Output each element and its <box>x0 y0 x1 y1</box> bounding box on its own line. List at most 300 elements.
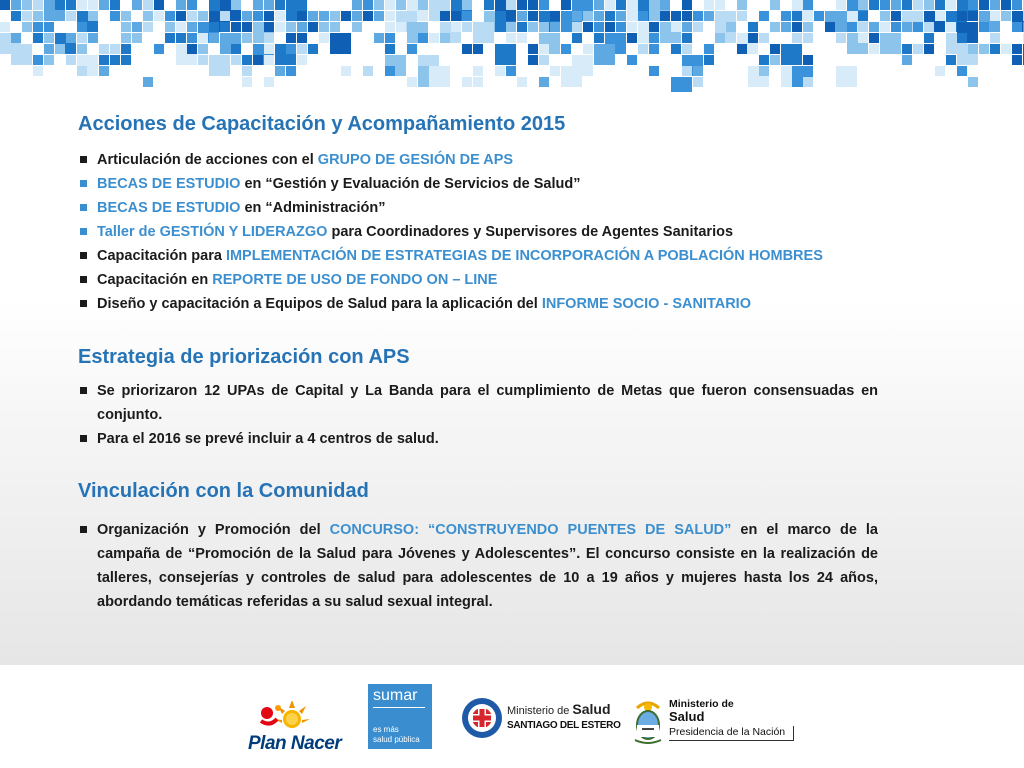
banner-tile <box>693 77 703 87</box>
banner-tile <box>374 0 384 10</box>
banner-tile <box>858 0 868 10</box>
banner-tile <box>649 22 659 32</box>
banner-tile <box>594 44 615 65</box>
banner-tile <box>451 11 461 21</box>
banner-tile <box>737 44 747 54</box>
banner-tile <box>385 66 395 76</box>
banner-tile <box>979 44 989 54</box>
banner-tile <box>308 11 318 21</box>
banner-tile <box>209 33 219 43</box>
banner-tile <box>473 44 483 54</box>
bullet-square-icon <box>80 526 87 533</box>
banner-tile <box>231 0 241 10</box>
banner-tile <box>990 33 1000 43</box>
banner-tile <box>462 11 472 21</box>
banner-tile <box>528 22 538 32</box>
footer-logos <box>0 665 1024 768</box>
bullet-square-icon <box>80 435 87 442</box>
banner-tile <box>319 33 329 43</box>
list-item: Para el 2016 se prevé incluir a 4 centros de salud. <box>78 427 878 451</box>
banner-tile <box>781 11 791 21</box>
banner-tile <box>693 22 703 32</box>
banner-tile <box>583 22 593 32</box>
banner-tile <box>616 11 626 21</box>
banner-tile <box>407 44 417 54</box>
banner-tile <box>682 11 692 21</box>
banner-tile <box>836 33 846 43</box>
banner-tile <box>187 44 197 54</box>
banner-tile <box>418 33 428 43</box>
banner-tile <box>682 44 692 54</box>
banner-tile <box>242 22 252 32</box>
banner-tile <box>858 11 868 21</box>
banner-tile <box>440 11 450 21</box>
banner-tile <box>308 22 318 32</box>
banner-tile <box>693 66 703 76</box>
ministerio-sde-line1: Ministerio de Salud <box>507 701 611 717</box>
banner-tile <box>869 33 879 43</box>
banner-tile <box>264 44 274 54</box>
banner-tile <box>759 11 769 21</box>
banner-tile <box>473 77 483 87</box>
list-item: BECAS DE ESTUDIO en “Gestión y Evaluación de Servicios de Salud” <box>78 172 823 196</box>
list-item: Articulación de acciones con el GRUPO DE GESIÓN DE APS <box>78 148 823 172</box>
banner-tile <box>737 0 747 10</box>
banner-tile <box>968 11 978 21</box>
banner-tile <box>341 11 351 21</box>
bullet-square-icon <box>80 180 87 187</box>
banner-tile <box>88 33 98 43</box>
banner-tile <box>781 22 791 32</box>
banner-tile <box>517 0 527 10</box>
banner-tile <box>550 22 560 32</box>
banner-tile <box>143 22 153 32</box>
list-item: Organización y Promoción del CONCURSO: “CONSTRUYENDO PUENTES DE SALUD” en el marco de la campaña de “Promoción de la Salud para Jóvenes y Adolescentes”. El concurso consiste en la realización de talleres, consejerías y controles de salud para adolescentes de 10 a 19 años y mujeres hasta los 24 años, abordando temáticas referidas a su salud sexual integral. <box>78 518 878 614</box>
banner-tile <box>352 0 362 10</box>
banner-tile <box>154 44 164 54</box>
banner-tile <box>396 22 406 32</box>
banner-tile <box>550 11 560 21</box>
list-item: Capacitación para IMPLEMENTACIÓN DE ESTRATEGIAS DE INCORPORACIÓN A POBLACIÓN HOMBRES <box>78 244 823 268</box>
banner-tile <box>506 66 516 76</box>
banner-tile <box>11 33 21 43</box>
banner-tile <box>946 22 956 32</box>
banner-tile <box>649 66 659 76</box>
banner-tile <box>539 22 549 32</box>
banner-tile <box>506 33 516 43</box>
banner-tile <box>99 44 109 54</box>
banner-tile <box>66 0 76 10</box>
banner-tile <box>44 55 54 65</box>
bullet-square-icon <box>80 228 87 235</box>
banner-tile <box>440 33 450 43</box>
banner-tile <box>869 44 879 54</box>
banner-tile <box>77 0 87 10</box>
banner-tile <box>583 0 593 10</box>
banner-tile <box>66 33 76 43</box>
banner-tile <box>748 22 758 32</box>
banner-tile <box>297 11 307 21</box>
banner-tile <box>198 55 208 65</box>
section-estrategia <box>78 345 878 451</box>
bullet-square-icon <box>80 300 87 307</box>
banner-tile <box>605 0 615 10</box>
banner-tile <box>99 0 109 10</box>
banner-tile <box>946 55 956 65</box>
banner-tile <box>858 22 868 32</box>
banner-tile <box>242 66 252 76</box>
banner-tile <box>385 11 395 21</box>
banner-tile <box>385 0 395 10</box>
banner-tile <box>473 22 494 43</box>
banner-tile <box>726 11 736 21</box>
banner-tile <box>770 22 780 32</box>
section-comunidad <box>78 479 878 614</box>
banner-tile <box>22 0 32 10</box>
banner-tile <box>836 66 857 87</box>
banner-tile <box>935 11 945 21</box>
banner-tile <box>605 11 615 21</box>
banner-tile <box>66 55 76 65</box>
banner-tile <box>913 22 923 32</box>
banner-tile <box>803 0 813 10</box>
banner-tile <box>528 44 538 54</box>
santiago-emblem-icon <box>461 697 503 739</box>
banner-tile <box>880 33 901 54</box>
banner-tile <box>506 11 516 21</box>
banner-tile <box>517 77 527 87</box>
banner-tile <box>1001 0 1011 10</box>
banner-tile <box>220 11 230 21</box>
banner-tile <box>99 66 109 76</box>
banner-tile <box>0 22 10 32</box>
banner-tile <box>759 55 769 65</box>
banner-tile <box>627 33 637 43</box>
list-item: Taller de GESTIÓN Y LIDERAZGO para Coordinadores y Supervisores de Agentes Sanitarios <box>78 220 823 244</box>
banner-tile <box>209 55 230 76</box>
banner-tile <box>704 0 714 10</box>
banner-tile <box>11 44 32 65</box>
banner-tile <box>649 33 659 43</box>
banner-tile <box>671 22 681 32</box>
bullet-square-icon <box>80 387 87 394</box>
banner-tile <box>132 22 142 32</box>
banner-tile <box>165 11 175 21</box>
ministerio-sde-logo <box>461 695 621 741</box>
banner-tile <box>968 0 978 10</box>
banner-tile <box>682 0 692 10</box>
banner-tile <box>594 11 604 21</box>
banner-tile <box>594 0 604 10</box>
banner-tile <box>517 22 527 32</box>
plan-nacer-logo <box>246 701 346 753</box>
banner-tile <box>660 11 670 21</box>
banner-tile <box>220 22 230 32</box>
banner-tile <box>264 11 274 21</box>
banner-tile <box>990 0 1000 10</box>
banner-tile <box>594 22 604 32</box>
banner-tile <box>572 22 582 32</box>
banner-tile <box>682 33 692 43</box>
banner-tile <box>517 33 527 43</box>
banner-tile <box>979 22 989 32</box>
sumar-tagline-2: salud pública <box>373 735 420 744</box>
banner-tile <box>352 22 362 32</box>
banner-tile <box>330 33 351 54</box>
banner-tile <box>561 66 582 87</box>
argentina-coat-of-arms-icon <box>633 700 663 744</box>
sumar-name: sumar <box>373 687 418 704</box>
banner-tile <box>22 22 32 32</box>
banner-tile <box>143 77 153 87</box>
banner-tile <box>275 66 285 76</box>
banner-tile <box>814 11 824 21</box>
banner-tile <box>176 33 186 43</box>
banner-tile <box>242 11 252 21</box>
banner-tile <box>297 22 307 32</box>
banner-tile <box>77 66 87 76</box>
banner-tile <box>319 11 329 21</box>
banner-tile <box>242 33 252 43</box>
banner-tile <box>726 22 736 32</box>
banner-tile <box>473 66 483 76</box>
banner-tile <box>902 0 912 10</box>
banner-tile <box>693 11 703 21</box>
banner-tile <box>847 22 857 32</box>
banner-tile <box>759 66 769 76</box>
banner-tile <box>715 33 725 43</box>
banner-tile <box>561 44 571 54</box>
banner-tile <box>792 11 802 21</box>
banner-tile <box>803 22 813 32</box>
banner-tile <box>110 11 120 21</box>
banner-tile <box>33 55 43 65</box>
banner-tile <box>407 77 417 87</box>
list-item: Capacitación en REPORTE DE USO DE FONDO ON – LINE <box>78 268 823 292</box>
banner-tile <box>297 44 307 54</box>
banner-tile <box>275 55 285 65</box>
list-item: Se priorizaron 12 UPAs de Capital y La Banda para el cumplimiento de Metas que fueron consensuadas en conjunto. <box>78 379 878 427</box>
banner-tile <box>396 0 406 10</box>
ministerio-nacion-line2: Salud <box>669 709 705 724</box>
banner-tile <box>990 44 1000 54</box>
banner-tile <box>924 44 934 54</box>
banner-tile <box>836 0 846 10</box>
bullet-square-icon <box>80 252 87 259</box>
banner-tile <box>374 11 384 21</box>
banner-tile <box>781 44 802 65</box>
banner-tile <box>121 33 131 43</box>
banner-tile <box>869 22 879 32</box>
banner-tile <box>616 0 626 10</box>
banner-tile <box>913 0 923 10</box>
banner-tile <box>638 44 648 54</box>
banner-tile <box>880 0 890 10</box>
banner-tile <box>33 66 43 76</box>
section-title: Vinculación con la Comunidad <box>78 480 369 502</box>
sumar-tagline-1: es más <box>373 725 399 734</box>
banner-tile <box>330 22 340 32</box>
banner-tile <box>55 0 65 10</box>
banner-tile <box>506 0 516 10</box>
ministerio-nacion-line3: Presidencia de la Nación <box>669 726 786 738</box>
banner-tile <box>792 33 802 43</box>
section-title: Acciones de Capacitación y Acompañamiento 2015 <box>78 113 566 135</box>
banner-tile <box>682 22 692 32</box>
banner-tile <box>924 0 934 10</box>
banner-tile <box>583 11 593 21</box>
banner-tile <box>198 44 208 54</box>
banner-tile <box>187 33 197 43</box>
banner-tile <box>11 0 21 10</box>
banner-tile <box>627 55 637 65</box>
banner-tile <box>297 55 307 65</box>
banner-tile <box>264 77 274 87</box>
banner-tile <box>968 44 978 54</box>
banner-tile <box>902 22 912 32</box>
banner-tile <box>66 11 76 21</box>
banner-tile <box>88 0 98 10</box>
banner-tile <box>264 55 274 65</box>
banner-tile <box>880 11 890 21</box>
banner-tile <box>264 22 274 32</box>
banner-tile <box>682 66 692 76</box>
plan-nacer-text: Plan Nacer <box>248 733 342 754</box>
banner-tile <box>253 11 263 21</box>
banner-tile <box>528 55 538 65</box>
banner-tile <box>110 44 120 54</box>
banner-tile <box>22 11 32 21</box>
banner-tile <box>77 33 87 43</box>
banner-tile <box>209 22 219 32</box>
banner-tile <box>891 0 901 10</box>
banner-tile <box>715 0 725 10</box>
banner-tile <box>176 0 186 10</box>
banner-tile <box>286 66 296 76</box>
banner-tile <box>1012 44 1022 54</box>
banner-tile <box>143 0 153 10</box>
banner-tile <box>33 33 43 43</box>
banner-tile <box>275 11 285 21</box>
banner-tile <box>143 11 153 21</box>
ministerio-nacion-line1: Ministerio de <box>669 698 734 710</box>
banner-tile <box>462 0 472 10</box>
banner-tile <box>33 11 43 21</box>
ministerio-nacion-logo <box>633 698 797 748</box>
banner-tile <box>957 66 967 76</box>
banner-tile <box>429 66 450 87</box>
banner-tile <box>11 11 21 21</box>
banner-tile <box>77 22 87 32</box>
banner-tile <box>264 33 274 43</box>
banner-tile <box>275 0 285 10</box>
banner-tile <box>385 33 395 43</box>
banner-tile <box>1012 22 1022 32</box>
banner-tile <box>495 66 505 76</box>
banner-tile <box>803 33 813 43</box>
banner-tile <box>891 11 901 21</box>
banner-tile <box>858 33 868 43</box>
banner-tile <box>165 22 175 32</box>
banner-tile <box>44 22 54 32</box>
banner-tile <box>132 0 142 10</box>
banner-tile <box>1001 11 1011 21</box>
banner-tile <box>88 11 98 21</box>
banner-tile <box>176 22 186 32</box>
banner-tile <box>1001 44 1011 54</box>
banner-tile <box>451 22 461 32</box>
section-capacitacion <box>78 112 823 316</box>
banner-tile <box>935 0 945 10</box>
banner-tile <box>253 0 263 10</box>
banner-tile <box>649 44 659 54</box>
banner-tile <box>561 0 571 10</box>
banner-tile <box>0 0 10 10</box>
banner-tile <box>770 0 780 10</box>
banner-tile <box>231 55 241 65</box>
banner-tile <box>418 0 428 10</box>
banner-tile <box>902 55 912 65</box>
banner-tile <box>792 22 802 32</box>
banner-tile <box>924 22 934 32</box>
bullet-list <box>78 148 823 316</box>
banner-tile <box>462 22 472 32</box>
ministerio-sde-line2: SANTIAGO DEL ESTERO <box>507 720 621 731</box>
list-item: BECAS DE ESTUDIO en “Administración” <box>78 196 823 220</box>
banner-tile <box>968 77 978 87</box>
banner-tile <box>924 33 934 43</box>
banner-tile <box>341 66 351 76</box>
banner-tile <box>1012 0 1022 10</box>
banner-tile <box>550 66 560 76</box>
banner-tile <box>363 0 373 10</box>
banner-tile <box>748 33 758 43</box>
banner-tile <box>198 33 208 43</box>
banner-tile <box>99 55 109 65</box>
banner-tile <box>77 44 87 54</box>
banner-tile <box>264 0 274 10</box>
banner-tile <box>825 22 835 32</box>
banner-tile <box>704 11 714 21</box>
banner-tile <box>55 44 65 54</box>
banner-tile <box>110 55 120 65</box>
banner-tile <box>891 22 901 32</box>
banner-tile <box>352 11 362 21</box>
banner-tile <box>462 77 472 87</box>
banner-tile <box>33 22 43 32</box>
banner-tile <box>671 44 681 54</box>
banner-tile <box>583 44 593 54</box>
banner-tile <box>539 55 549 65</box>
banner-tile <box>605 22 615 32</box>
banner-tile <box>231 22 241 32</box>
banner-tile <box>803 77 813 87</box>
banner-tile <box>385 22 395 32</box>
decorative-banner <box>0 0 1024 92</box>
banner-tile <box>374 33 384 43</box>
banner-tile <box>121 55 131 65</box>
banner-tile <box>363 66 373 76</box>
banner-tile <box>539 44 549 54</box>
banner-tile <box>165 33 175 43</box>
banner-tile <box>671 77 692 92</box>
banner-tile <box>902 44 912 54</box>
banner-tile <box>385 44 395 54</box>
bullet-square-icon <box>80 276 87 283</box>
banner-tile <box>946 0 956 10</box>
banner-tile <box>572 11 582 21</box>
banner-tile <box>198 11 208 21</box>
